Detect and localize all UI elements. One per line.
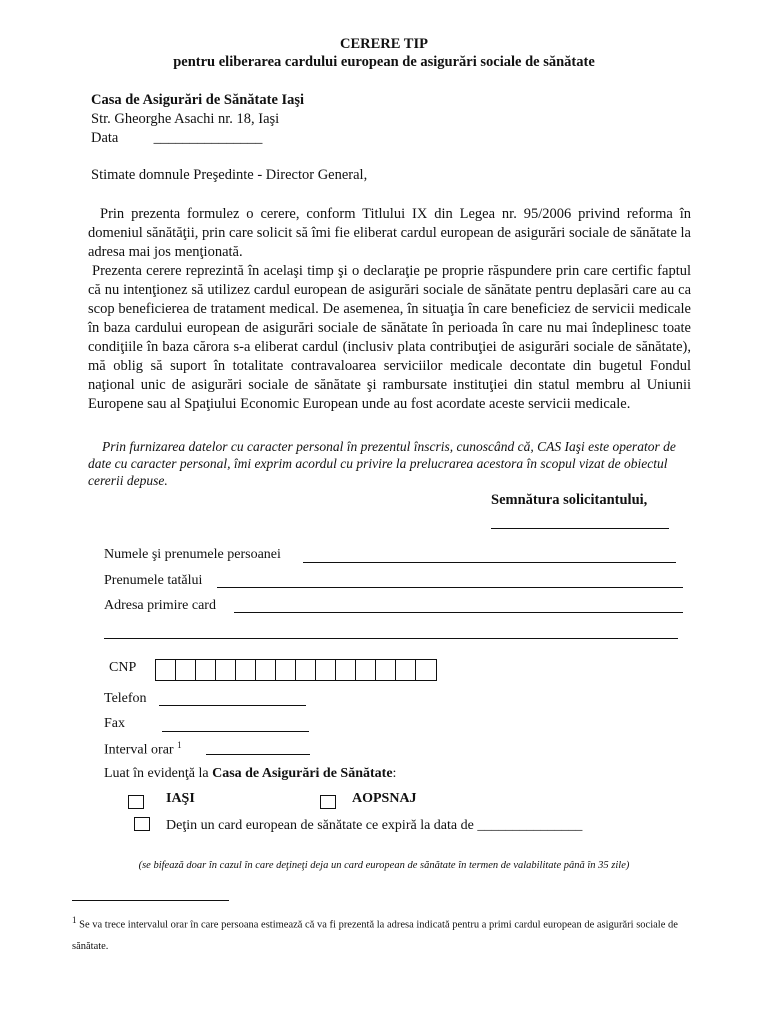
institution-name: Casa de Asigurări de Sănătate Iaşi — [91, 92, 305, 108]
phone-field[interactable] — [159, 705, 306, 706]
address-field-line-2[interactable] — [104, 638, 678, 639]
signature-line[interactable] — [491, 528, 669, 529]
existing-card-date-blank[interactable]: _______________ — [477, 818, 583, 833]
date-blank: _______________ — [153, 130, 263, 146]
address-label: Adresa primire card — [104, 598, 216, 613]
cnp-digit[interactable] — [296, 660, 316, 680]
full-name-label: Numele şi prenumele persoanei — [104, 547, 281, 562]
aopsnaj-checkbox[interactable] — [320, 795, 336, 809]
existing-card-text: Deţin un card european de sănătate ce expiră la data de — [166, 818, 474, 833]
footnote-rule — [72, 900, 229, 901]
request-paragraph: Prin prezenta formulez o cerere, conform Titlului IX din Legea nr. 95/2006 privind reforma în domeniul sănătăţii, prin care solicit să îmi fie eliberat cardul european de asigurări sociale de sănătate la adresa mai jos menţionată. — [88, 206, 691, 260]
registry-suffix: : — [392, 766, 397, 781]
footnote-text: Se va trece intervalul orar în care persoana estimează că va fi prezentă la adresa indicată pentru a primi cardul european de asigurări sociale de sănătate. — [72, 919, 678, 952]
fax-label: Fax — [104, 716, 125, 731]
address-field[interactable] — [234, 612, 683, 613]
date-label: Data — [91, 130, 119, 146]
interval-field[interactable] — [206, 754, 310, 755]
institution-street: Str. Gheorghe Asachi nr. 18, Iaşi — [91, 111, 280, 127]
registry-prefix: Luat în evidenţă la — [104, 766, 213, 781]
request-body — [88, 205, 691, 414]
date-row — [91, 129, 304, 148]
cnp-digit[interactable] — [276, 660, 296, 680]
interval-footnote-marker: 1 — [177, 740, 182, 750]
aopsnaj-option-label: AOPSNAJ — [352, 791, 417, 806]
page-subtitle: pentru eliberarea cardului european de asigurări sociale de sănătate — [173, 54, 595, 70]
cnp-digit[interactable] — [316, 660, 336, 680]
signature-label: Semnătura solicitantului, — [491, 492, 648, 508]
footnote-marker: 1 — [72, 915, 77, 925]
cnp-digit[interactable] — [236, 660, 256, 680]
existing-card-checkbox[interactable] — [134, 817, 150, 831]
iasi-checkbox[interactable] — [128, 795, 144, 809]
phone-label: Telefon — [104, 691, 147, 706]
cnp-digit[interactable] — [336, 660, 356, 680]
iasi-option-label: IAŞI — [166, 791, 195, 806]
cnp-digit[interactable] — [196, 660, 216, 680]
registry-line — [104, 766, 396, 782]
cnp-digit[interactable] — [376, 660, 396, 680]
full-name-field[interactable] — [303, 562, 676, 563]
cnp-digit[interactable] — [176, 660, 196, 680]
interval-label-text: Interval orar — [104, 742, 174, 758]
declaration-paragraph: Prezenta cerere reprezintă în acelaşi timp şi o declaraţie pe proprie răspundere prin care certific faptul că nu intenţionez să utilizez cardul european de asigurări sociale de sănătate pentru deplasări care au ca scop beneficierea de tratament medical. De asemenea, în situaţia în care beneficiez de servicii medicale în baza cardului european de asigurări sociale de sănătate în perioada în care nu mai îndeplinesc toate condiţiile în baza cărora s-a eliberat cardul (inclusiv plata contribuţiei de asigurări sociale de sănătate), mă oblig să suport în totalitate contravaloarea serviciilor medicale decontate din bugetul Fondul naţional unic de asigurări sociale de sănătate şi rambursate instituţiei din statul membru al Uniunii Europene sau al Spaţiului Economic European unde au fost acordate aceste servicii medicale. — [88, 263, 691, 412]
cnp-input[interactable] — [155, 659, 437, 681]
cnp-digit[interactable] — [396, 660, 416, 680]
cnp-digit[interactable] — [416, 660, 436, 680]
existing-card-label — [166, 818, 582, 834]
salutation: Stimate domnule Preşedinte - Director General, — [91, 167, 368, 183]
footnote — [72, 910, 692, 957]
father-name-field[interactable] — [217, 587, 683, 588]
cnp-digit[interactable] — [256, 660, 276, 680]
cnp-label: CNP — [109, 660, 137, 675]
fax-field[interactable] — [162, 731, 309, 732]
checkbox-note: (se bifează doar în cazul în care deţineţi deja un card european de sănătate în termen de valabilitate până în 35 zile) — [138, 860, 630, 871]
cnp-digit[interactable] — [156, 660, 176, 680]
cnp-digit[interactable] — [356, 660, 376, 680]
cnp-digit[interactable] — [216, 660, 236, 680]
consent-paragraph: Prin furnizarea datelor cu caracter personal în prezentul înscris, cunoscând că, CAS Iaşi este operator de date cu caracter personal, îmi exprim acordul cu privire la prelucrarea acestora în scopul vizat de obiectul cererii depuse. — [88, 439, 676, 488]
father-name-label: Prenumele tatălui — [104, 573, 203, 588]
address-block — [91, 91, 304, 148]
registry-institution: Casa de Asigurări de Sănătate — [212, 766, 393, 781]
interval-label — [104, 740, 182, 759]
page-title: CERERE TIP — [340, 36, 428, 52]
